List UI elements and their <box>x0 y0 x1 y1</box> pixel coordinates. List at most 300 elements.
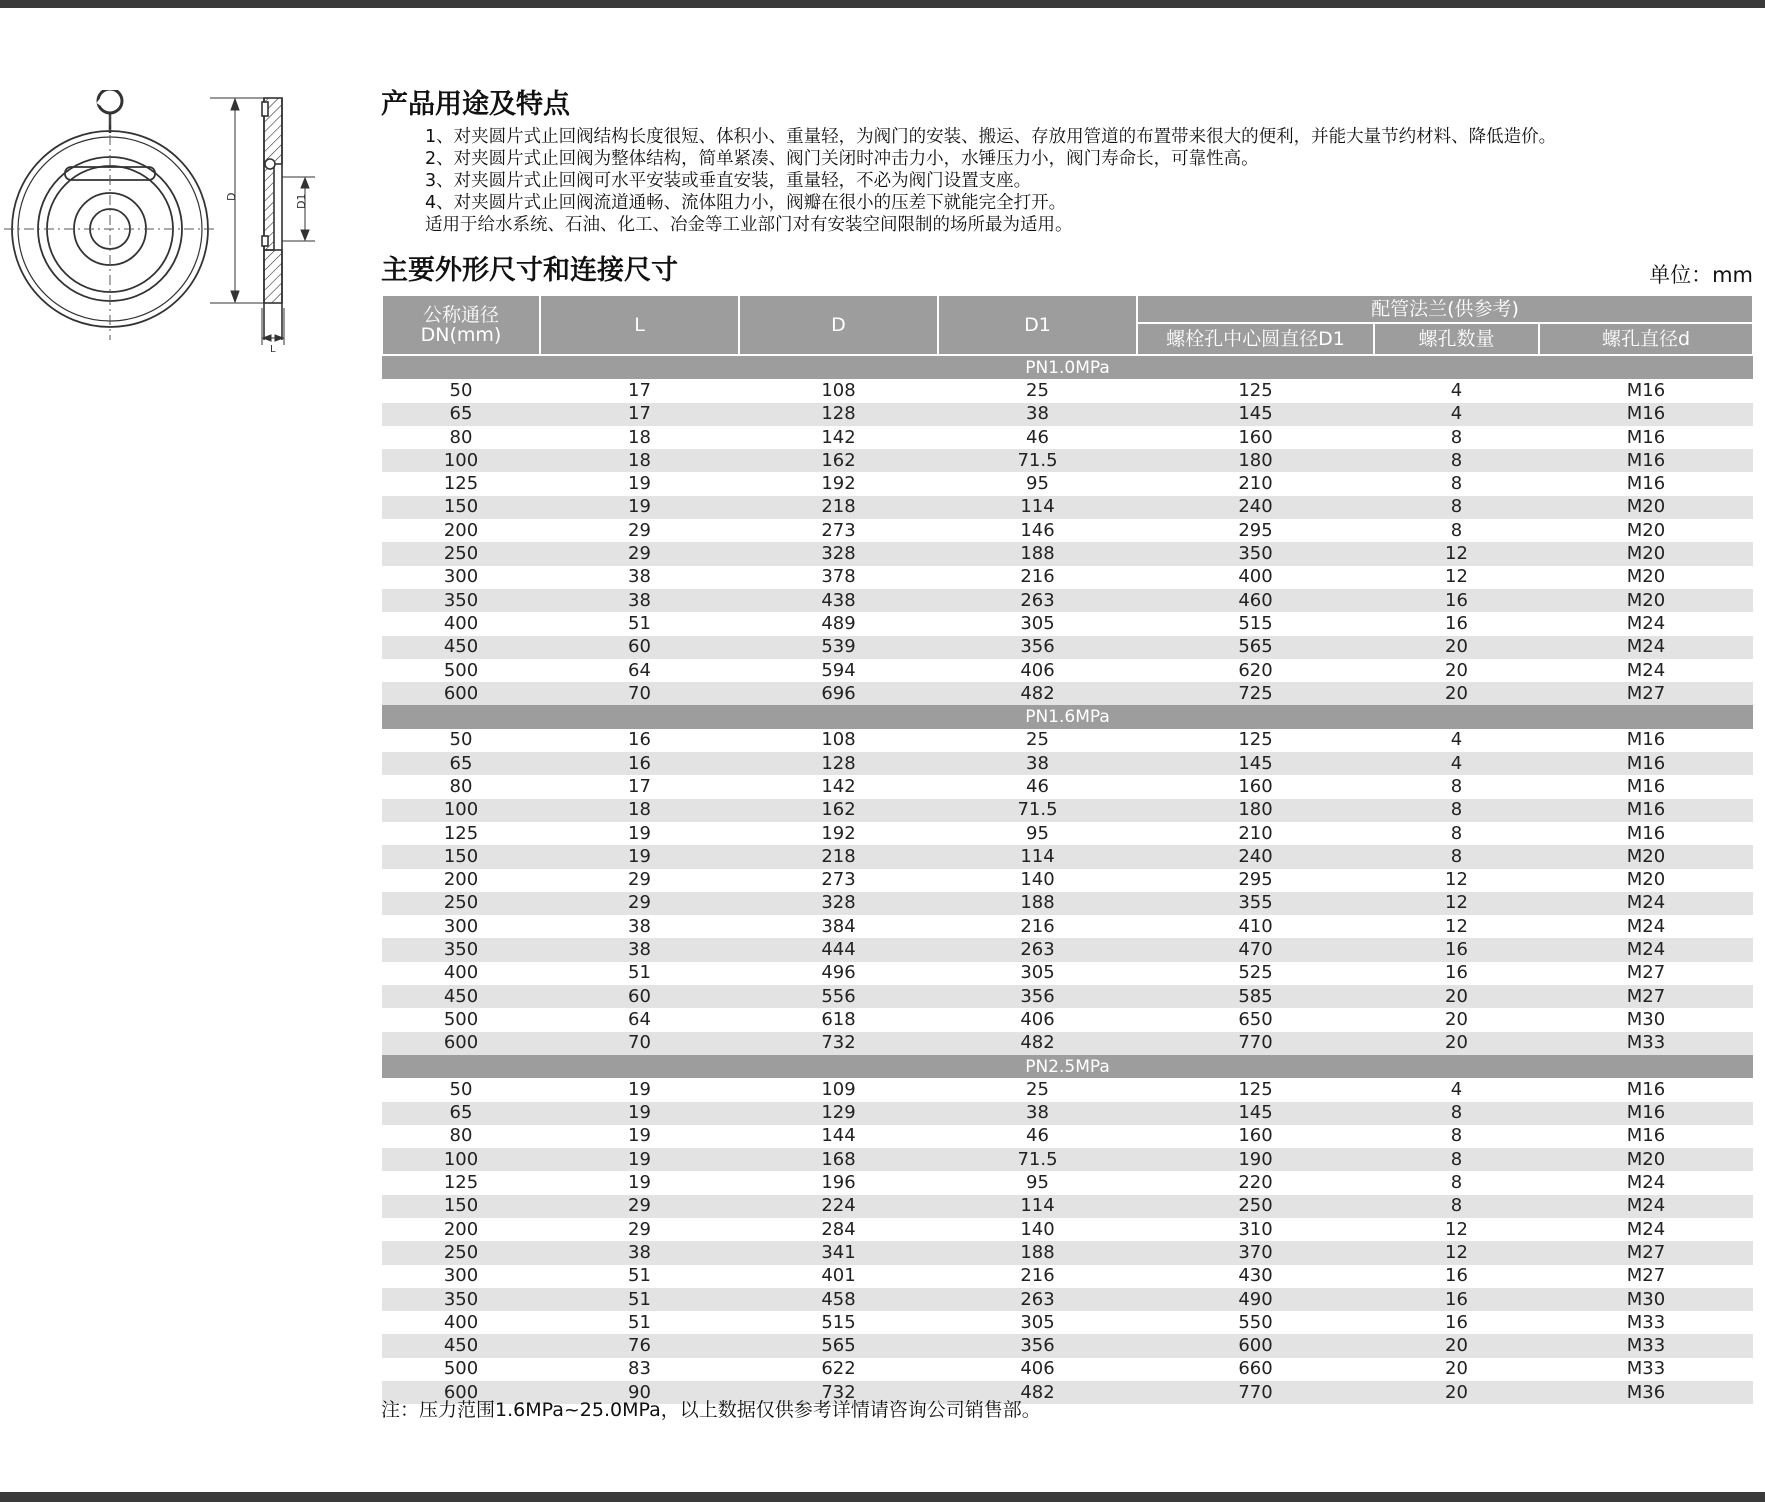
cell-d: 192 <box>821 473 856 495</box>
cell-bolt-count: 8 <box>1374 799 1539 822</box>
cell-d1: 114 <box>938 496 1137 519</box>
cell-bolt-circle: 550 <box>1238 1311 1273 1333</box>
cell-bolt-count: 12 <box>1445 1218 1468 1240</box>
cell-bolt-count: 20 <box>1374 636 1539 659</box>
table-row <box>382 542 1753 565</box>
cell-bolt-count: 16 <box>1374 938 1539 961</box>
table-row <box>382 1195 1753 1218</box>
dimensions-table <box>381 294 1754 1404</box>
cell-d: 444 <box>739 938 938 961</box>
cell-dn: 50 <box>449 729 473 751</box>
table-row <box>382 1334 1753 1357</box>
cell-l: 19 <box>540 1148 739 1171</box>
cell-l: 90 <box>540 1381 739 1404</box>
cell-bolt-circle: 125 <box>1238 379 1273 401</box>
pressure-group-label: PN1.0MPa <box>382 355 1753 379</box>
cell-bolt-circle: 585 <box>1137 985 1374 1008</box>
cell-d1: 25 <box>1026 729 1049 751</box>
cell-bolt-circle: 145 <box>1137 403 1374 426</box>
cell-dn: 100 <box>382 799 540 822</box>
cell-bolt-count: 20 <box>1445 659 1468 681</box>
cell-dn: 600 <box>382 1032 540 1055</box>
cell-d1: 146 <box>1020 519 1055 541</box>
table-row <box>382 938 1753 961</box>
cell-dn: 80 <box>449 775 473 797</box>
cell-dn: 500 <box>443 1358 479 1380</box>
cell-bolt-diameter: M27 <box>1539 985 1753 1008</box>
cell-l: 70 <box>540 1032 739 1055</box>
cell-bolt-circle: 160 <box>1238 775 1273 797</box>
table-row <box>382 403 1753 426</box>
table-row <box>382 566 1753 589</box>
cell-d: 108 <box>821 729 856 751</box>
cell-bolt-circle: 600 <box>1137 1334 1374 1357</box>
cell-bolt-diameter: M20 <box>1539 1148 1753 1171</box>
table-row <box>382 379 1753 402</box>
cell-d1: 46 <box>1026 1125 1049 1147</box>
cell-l: 38 <box>628 566 651 588</box>
cell-dn: 450 <box>382 636 540 659</box>
cell-dn: 200 <box>443 869 479 891</box>
cell-dn: 65 <box>382 752 540 775</box>
cell-d: 129 <box>739 1102 938 1125</box>
cell-d: 341 <box>739 1241 938 1264</box>
cell-bolt-diameter: M20 <box>1626 566 1666 588</box>
cell-dn: 80 <box>449 426 473 448</box>
cell-bolt-count: 8 <box>1450 775 1463 797</box>
cell-d: 128 <box>739 752 938 775</box>
cell-l: 51 <box>628 962 651 984</box>
valve-front-view <box>12 90 208 327</box>
cell-d1: 216 <box>1020 1265 1055 1287</box>
header-d: D <box>739 295 938 355</box>
header-l: L <box>540 295 739 355</box>
cell-bolt-circle: 145 <box>1137 752 1374 775</box>
cell-bolt-count: 12 <box>1445 566 1468 588</box>
cell-bolt-circle: 160 <box>1238 1125 1273 1147</box>
cell-dn: 400 <box>443 962 479 984</box>
cell-d: 328 <box>739 542 938 565</box>
cell-bolt-count: 4 <box>1450 379 1463 401</box>
cell-bolt-count: 20 <box>1374 1334 1539 1357</box>
cell-bolt-circle: 240 <box>1137 845 1374 868</box>
cell-l: 18 <box>628 426 651 448</box>
cell-bolt-diameter: M24 <box>1626 1172 1666 1194</box>
cell-d1: 482 <box>938 1032 1137 1055</box>
cell-dn: 150 <box>382 496 540 519</box>
cell-bolt-diameter: M16 <box>1626 426 1666 448</box>
cell-bolt-circle: 240 <box>1137 496 1374 519</box>
table-row <box>382 1265 1753 1288</box>
cell-dn: 450 <box>382 985 540 1008</box>
cell-d1: 305 <box>1020 612 1055 634</box>
dimension-lines <box>210 98 315 345</box>
cell-l: 29 <box>628 1218 651 1240</box>
cell-l: 19 <box>540 1102 739 1125</box>
table-row <box>382 1358 1753 1381</box>
cell-dn: 300 <box>443 566 479 588</box>
cell-dn: 150 <box>382 1195 540 1218</box>
cell-d: 732 <box>739 1032 938 1055</box>
cell-bolt-diameter: M16 <box>1626 473 1666 495</box>
cell-d: 622 <box>821 1358 856 1380</box>
cell-d1: 263 <box>938 938 1137 961</box>
cell-d1: 305 <box>1020 1311 1055 1333</box>
cell-l: 76 <box>540 1334 739 1357</box>
cell-dn: 350 <box>382 589 540 612</box>
cell-bolt-diameter: M33 <box>1626 1358 1666 1380</box>
table-row <box>382 472 1753 495</box>
cell-d: 594 <box>821 659 856 681</box>
cell-d1: 38 <box>938 752 1137 775</box>
cell-bolt-diameter: M36 <box>1539 1381 1753 1404</box>
cell-l: 38 <box>540 1241 739 1264</box>
pressure-group-row <box>382 355 1753 379</box>
header-bolt-count: 螺孔数量 <box>1374 323 1539 355</box>
cell-bolt-circle: 180 <box>1137 799 1374 822</box>
cell-l: 17 <box>628 379 651 401</box>
pressure-group-row <box>382 705 1753 728</box>
feature-item: 4、对夹圆片式止回阀流道通畅、流体阻力小，阀瓣在很小的压差下就能完全打开。 <box>425 193 1067 213</box>
cell-d1: 95 <box>1026 1172 1049 1194</box>
cell-d1: 25 <box>1026 379 1049 401</box>
cell-d: 565 <box>739 1334 938 1357</box>
valve-side-view <box>262 98 282 340</box>
pressure-group-label: PN2.5MPa <box>382 1055 1753 1078</box>
cell-d: 108 <box>821 379 856 401</box>
cell-d1: 356 <box>938 985 1137 1008</box>
cell-dn: 100 <box>382 1148 540 1171</box>
cell-bolt-diameter: M30 <box>1539 1288 1753 1311</box>
cell-d1: 188 <box>938 892 1137 915</box>
table-row <box>382 589 1753 612</box>
cell-d: 196 <box>821 1172 856 1194</box>
table-row <box>382 1102 1753 1125</box>
footnote: 注：压力范围1.6MPa~25.0MPa，以上数据仅供参考详情请咨询公司销售部。 <box>381 1399 1041 1421</box>
cell-d1: 406 <box>1020 1008 1055 1030</box>
cell-dn: 300 <box>443 915 479 937</box>
pressure-group-row <box>382 1055 1753 1078</box>
cell-d: 142 <box>821 426 856 448</box>
cell-l: 51 <box>540 1288 739 1311</box>
cell-bolt-count: 16 <box>1445 1311 1468 1333</box>
cell-l: 51 <box>628 612 651 634</box>
cell-bolt-count: 8 <box>1450 519 1463 541</box>
cell-d: 618 <box>821 1008 856 1030</box>
cell-dn: 350 <box>382 938 540 961</box>
cell-dn: 400 <box>443 612 479 634</box>
cell-bolt-count: 12 <box>1445 869 1468 891</box>
cell-d1: 95 <box>1026 822 1049 844</box>
cell-d1: 406 <box>1020 1358 1055 1380</box>
cell-bolt-count: 4 <box>1374 403 1539 426</box>
cell-d: 378 <box>821 566 856 588</box>
cell-l: 38 <box>628 915 651 937</box>
cell-bolt-count: 20 <box>1445 1358 1468 1380</box>
cell-bolt-circle: 190 <box>1137 1148 1374 1171</box>
cell-bolt-circle: 650 <box>1238 1008 1273 1030</box>
cell-bolt-circle: 770 <box>1137 1381 1374 1404</box>
cell-bolt-circle: 490 <box>1137 1288 1374 1311</box>
cell-d: 438 <box>739 589 938 612</box>
cell-dn: 150 <box>382 845 540 868</box>
cell-bolt-count: 20 <box>1374 1032 1539 1055</box>
cell-d: 328 <box>739 892 938 915</box>
cell-bolt-count: 12 <box>1445 915 1468 937</box>
header-bolt-circle: 螺栓孔中心圆直径D1 <box>1137 323 1374 355</box>
table-row <box>382 1241 1753 1264</box>
cell-d: 142 <box>821 775 856 797</box>
cell-bolt-diameter: M24 <box>1626 659 1666 681</box>
cell-l: 38 <box>540 589 739 612</box>
cell-bolt-circle: 250 <box>1137 1195 1374 1218</box>
cell-l: 83 <box>628 1358 651 1380</box>
cell-bolt-circle: 180 <box>1137 449 1374 472</box>
cell-bolt-diameter: M30 <box>1626 1008 1666 1030</box>
cell-d1: 263 <box>938 589 1137 612</box>
cell-dn: 250 <box>382 892 540 915</box>
table-row <box>382 426 1753 449</box>
cell-dn: 125 <box>443 1172 479 1194</box>
cell-l: 51 <box>628 1265 651 1287</box>
bottom-border-bar <box>0 1492 1765 1502</box>
cell-dn: 400 <box>443 1311 479 1333</box>
cell-bolt-diameter: M16 <box>1626 729 1666 751</box>
cell-l: 16 <box>628 729 651 751</box>
cell-l: 64 <box>628 1008 651 1030</box>
cell-bolt-count: 20 <box>1374 682 1539 705</box>
features-list <box>425 126 1755 236</box>
cell-d1: 38 <box>938 403 1137 426</box>
cell-bolt-circle: 210 <box>1238 473 1273 495</box>
cell-d: 458 <box>739 1288 938 1311</box>
dimension-l-label: L <box>270 344 276 355</box>
cell-bolt-diameter: M27 <box>1539 1241 1753 1264</box>
cell-bolt-count: 20 <box>1445 1008 1468 1030</box>
cell-dn: 350 <box>382 1288 540 1311</box>
cell-d: 109 <box>821 1078 856 1100</box>
cell-bolt-diameter: M24 <box>1626 1218 1666 1240</box>
cell-d1: 114 <box>938 845 1137 868</box>
cell-d: 192 <box>821 822 856 844</box>
cell-l: 16 <box>540 752 739 775</box>
cell-bolt-diameter: M24 <box>1539 636 1753 659</box>
header-bolt-diameter: 螺孔直径d <box>1539 323 1753 355</box>
cell-dn: 65 <box>382 403 540 426</box>
cell-bolt-circle: 565 <box>1137 636 1374 659</box>
table-row <box>382 962 1753 985</box>
cell-bolt-circle: 370 <box>1137 1241 1374 1264</box>
table-body <box>382 355 1753 1404</box>
cell-dn: 50 <box>449 379 473 401</box>
table-row <box>382 1288 1753 1311</box>
table-row <box>382 1171 1753 1194</box>
cell-bolt-count: 8 <box>1374 1148 1539 1171</box>
table-row <box>382 822 1753 845</box>
cell-dn: 500 <box>443 1008 479 1030</box>
cell-d: 515 <box>821 1311 856 1333</box>
cell-bolt-diameter: M16 <box>1539 403 1753 426</box>
cell-bolt-circle: 620 <box>1238 659 1273 681</box>
cell-d: 556 <box>739 985 938 1008</box>
cell-d1: 71.5 <box>938 449 1137 472</box>
cell-dn: 50 <box>449 1078 473 1100</box>
cell-bolt-diameter: M27 <box>1539 682 1753 705</box>
cell-d1: 95 <box>1026 473 1049 495</box>
cell-bolt-diameter: M20 <box>1539 542 1753 565</box>
cell-bolt-diameter: M20 <box>1539 589 1753 612</box>
table-row <box>382 799 1753 822</box>
cell-d1: 46 <box>1026 426 1049 448</box>
cell-l: 19 <box>628 1125 651 1147</box>
cell-bolt-diameter: M33 <box>1626 1311 1666 1333</box>
table-row <box>382 1008 1753 1031</box>
unit-label: 单位：mm <box>1649 263 1753 287</box>
cell-dn: 65 <box>382 1102 540 1125</box>
cell-bolt-count: 12 <box>1374 1241 1539 1264</box>
cell-dn: 100 <box>382 449 540 472</box>
cell-bolt-count: 8 <box>1374 449 1539 472</box>
cell-d1: 406 <box>1020 659 1055 681</box>
cell-d1: 71.5 <box>938 1148 1137 1171</box>
valve-technical-drawing <box>0 90 330 360</box>
table-row <box>382 1032 1753 1055</box>
cell-d1: 305 <box>1020 962 1055 984</box>
cell-d1: 71.5 <box>938 799 1137 822</box>
dimension-d-label: D <box>225 192 238 201</box>
cell-bolt-diameter: M20 <box>1539 845 1753 868</box>
cell-bolt-circle: 295 <box>1238 869 1273 891</box>
cell-d1: 25 <box>1026 1078 1049 1100</box>
cell-d: 168 <box>739 1148 938 1171</box>
cell-d: 384 <box>821 915 856 937</box>
cell-bolt-diameter: M16 <box>1539 752 1753 775</box>
cell-dn: 250 <box>382 542 540 565</box>
table-row <box>382 752 1753 775</box>
cell-dn: 300 <box>443 1265 479 1287</box>
cell-bolt-diameter: M24 <box>1539 938 1753 961</box>
cell-l: 29 <box>540 892 739 915</box>
feature-item: 适用于给水系统、石油、化工、冶金等工业部门对有安装空间限制的场所最为适用。 <box>425 215 1073 235</box>
cell-d: 218 <box>739 496 938 519</box>
cell-bolt-circle: 460 <box>1137 589 1374 612</box>
cell-d: 144 <box>821 1125 856 1147</box>
top-border-bar <box>0 0 1765 8</box>
table-row <box>382 845 1753 868</box>
cell-l: 19 <box>540 496 739 519</box>
cell-bolt-count: 8 <box>1374 845 1539 868</box>
cell-d1: 38 <box>938 1102 1137 1125</box>
cell-d: 489 <box>821 612 856 634</box>
cell-bolt-circle: 145 <box>1137 1102 1374 1125</box>
cell-d: 218 <box>739 845 938 868</box>
cell-bolt-circle: 160 <box>1238 426 1273 448</box>
cell-d1: 216 <box>1020 915 1055 937</box>
cell-bolt-diameter: M16 <box>1626 379 1666 401</box>
cell-bolt-count: 8 <box>1374 1102 1539 1125</box>
cell-bolt-count: 8 <box>1450 426 1463 448</box>
cell-bolt-circle: 770 <box>1137 1032 1374 1055</box>
table-row <box>382 915 1753 938</box>
feature-item: 2、对夹圆片式止回阀为整体结构，简单紧凑、阀门关闭时冲击力小，水锤压力小，阀门寿命长，可靠性高。 <box>425 149 1259 169</box>
cell-l: 18 <box>540 799 739 822</box>
cell-d1: 356 <box>938 1334 1137 1357</box>
cell-dn: 500 <box>443 659 479 681</box>
table-row <box>382 869 1753 892</box>
cell-bolt-diameter: M20 <box>1626 869 1666 891</box>
cell-bolt-count: 16 <box>1374 589 1539 612</box>
table-row <box>382 659 1753 682</box>
cell-bolt-count: 8 <box>1450 1172 1463 1194</box>
cell-l: 29 <box>628 869 651 891</box>
cell-l: 60 <box>540 985 739 1008</box>
cell-bolt-circle: 125 <box>1238 1078 1273 1100</box>
header-flange-group: 配管法兰(供参考) <box>1137 295 1753 323</box>
cell-bolt-circle: 125 <box>1238 729 1273 751</box>
cell-d: 696 <box>739 682 938 705</box>
cell-bolt-diameter: M33 <box>1539 1032 1753 1055</box>
cell-bolt-count: 4 <box>1450 729 1463 751</box>
cell-bolt-circle: 470 <box>1137 938 1374 961</box>
cell-bolt-count: 16 <box>1445 612 1468 634</box>
cell-d1: 140 <box>1020 869 1055 891</box>
cell-bolt-circle: 525 <box>1238 962 1273 984</box>
table-row <box>382 682 1753 705</box>
cell-bolt-count: 8 <box>1450 1125 1463 1147</box>
cell-bolt-circle: 295 <box>1238 519 1273 541</box>
cell-bolt-diameter: M24 <box>1539 892 1753 915</box>
cell-l: 29 <box>628 519 651 541</box>
cell-l: 29 <box>540 542 739 565</box>
cell-bolt-diameter: M16 <box>1626 775 1666 797</box>
cell-d: 273 <box>821 869 856 891</box>
cell-bolt-circle: 410 <box>1238 915 1273 937</box>
cell-d1: 188 <box>938 1241 1137 1264</box>
cell-bolt-count: 16 <box>1374 1288 1539 1311</box>
cell-d: 162 <box>739 449 938 472</box>
cell-bolt-diameter: M16 <box>1539 449 1753 472</box>
pressure-group-label: PN1.6MPa <box>382 705 1753 728</box>
cell-bolt-circle: 350 <box>1137 542 1374 565</box>
cell-bolt-count: 4 <box>1450 1078 1463 1100</box>
cell-dn: 80 <box>449 1125 473 1147</box>
cell-d1: 482 <box>938 1381 1137 1404</box>
cell-l: 17 <box>628 775 651 797</box>
feature-item: 1、对夹圆片式止回阀结构长度很短、体积小、重量轻，为阀门的安装、搬运、存放用管道的布置带来很大的便利，并能大量节约材料、降低造价。 <box>425 127 1557 147</box>
cell-d1: 482 <box>938 682 1137 705</box>
table-row <box>382 449 1753 472</box>
cell-d1: 356 <box>938 636 1137 659</box>
cell-dn: 250 <box>382 1241 540 1264</box>
cell-bolt-count: 8 <box>1450 822 1463 844</box>
cell-bolt-count: 8 <box>1374 1195 1539 1218</box>
cell-bolt-count: 20 <box>1374 985 1539 1008</box>
cell-d: 496 <box>821 962 856 984</box>
table-row <box>382 496 1753 519</box>
table-row <box>382 519 1753 542</box>
center-lines <box>4 115 216 340</box>
cell-d1: 46 <box>1026 775 1049 797</box>
cell-l: 29 <box>540 1195 739 1218</box>
cell-l: 19 <box>628 1172 651 1194</box>
cell-bolt-count: 8 <box>1374 496 1539 519</box>
cell-dn: 125 <box>443 822 479 844</box>
cell-dn: 200 <box>443 519 479 541</box>
cell-bolt-diameter: M16 <box>1626 1125 1666 1147</box>
cell-l: 17 <box>540 403 739 426</box>
table-row <box>382 636 1753 659</box>
cell-bolt-count: 16 <box>1445 1265 1468 1287</box>
